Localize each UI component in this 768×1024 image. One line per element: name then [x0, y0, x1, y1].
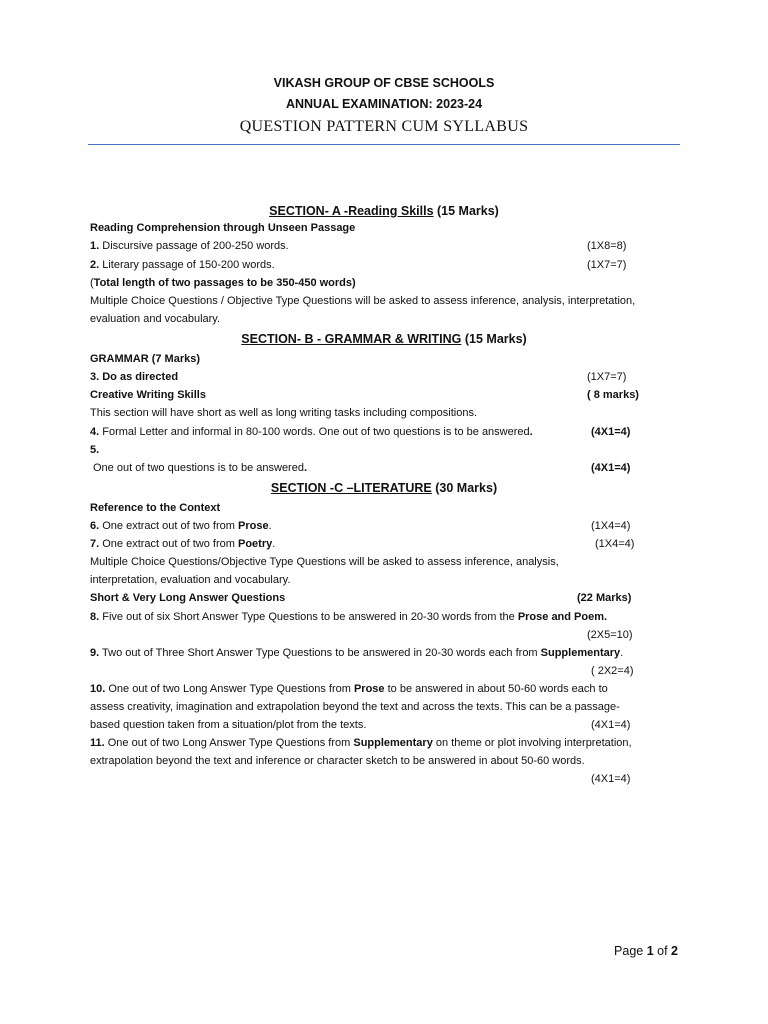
note-text: Total length of two passages to be 350-450 words): [93, 277, 356, 289]
header-rule: [88, 144, 680, 145]
item-number: 2.: [90, 259, 100, 271]
item-11-line2: extrapolation beyond the text and inference or character sketch to be answered in about 50-60 words.: [90, 755, 585, 767]
item-end: .: [272, 538, 276, 550]
item-7-marks: (1X4=4): [595, 538, 635, 550]
item-number: 9.: [90, 647, 100, 659]
item-text: Formal Letter and informal in 80-100 words. One out of two questions is to be answered: [99, 426, 530, 438]
item-3-marks: (1X7=7): [587, 371, 627, 383]
item-5: [93, 462, 307, 474]
section-a-title: [0, 204, 768, 218]
item-bold: Prose: [237, 520, 269, 532]
item-text: One extract out of two from: [102, 520, 238, 532]
item-number: 10.: [90, 683, 106, 695]
section-c-mcq-line2: interpretation, evaluation and vocabulary.: [90, 574, 291, 586]
item-1-marks: (1X8=8): [587, 240, 627, 252]
item-bold: Supplementary: [353, 737, 433, 749]
creative-writing-marks: ( 8 marks): [587, 389, 639, 401]
section-b-description: This section will have short as well as long writing tasks including compositions.: [90, 407, 478, 419]
item-8: [90, 611, 607, 623]
item-number: 8.: [90, 611, 100, 623]
reference-heading: Reference to the Context: [90, 502, 221, 514]
item-number: 4.: [90, 426, 100, 438]
page-label: Page: [614, 944, 647, 958]
item-text: Five out of six Short Answer Type Questions to be answered in 20-30 words from the: [102, 611, 518, 623]
item-1: [90, 240, 289, 252]
section-a-mcq-line1: Multiple Choice Questions / Objective Type Questions will be asked to assess inference, analysis, interpretation,: [90, 295, 636, 307]
item-3: 3. Do as directed: [90, 371, 179, 383]
item-text: One out of two Long Answer Type Questions from: [107, 737, 354, 749]
item-6-marks: (1X4=4): [591, 520, 631, 532]
item-9: [90, 647, 623, 659]
page-of: of: [653, 944, 672, 958]
grammar-heading: GRAMMAR (7 Marks): [90, 353, 201, 365]
item-10-marks: (4X1=4): [591, 719, 631, 731]
section-b-name: SECTION- B - GRAMMAR & WRITING: [241, 332, 462, 346]
item-4: [90, 426, 533, 438]
section-c-marks: (30 Marks): [435, 481, 498, 495]
item-bold: Prose: [353, 683, 385, 695]
item-11: [90, 737, 632, 749]
item-6: [90, 520, 272, 532]
short-answer-marks: (22 Marks): [577, 592, 632, 604]
item-rest: to be answered in about 50-60 words each to: [384, 683, 608, 695]
item-2-marks: (1X7=7): [587, 259, 627, 271]
item-number: 1.: [90, 240, 100, 252]
page-current: 1: [646, 944, 654, 958]
section-a-mcq-line2: evaluation and vocabulary.: [90, 313, 221, 325]
item-rest: on theme or plot involving interpretation,: [432, 737, 632, 749]
section-c-name: SECTION -C –LITERATURE: [270, 481, 432, 495]
section-a-subheading: Reading Comprehension through Unseen Passage: [90, 222, 356, 234]
item-8-marks: (2X5=10): [587, 629, 633, 641]
item-end: .: [620, 647, 624, 659]
section-b-title: [0, 332, 768, 346]
section-c-mcq-line1: Multiple Choice Questions/Objective Type Questions will be asked to assess inference, analysis,: [90, 556, 559, 568]
item-bold: Prose and Poem.: [517, 611, 608, 623]
item-text: One out of two questions is to be answered: [93, 462, 304, 474]
short-answer-heading: Short & Very Long Answer Questions: [90, 592, 286, 604]
item-5-marks: (4X1=4): [591, 462, 631, 474]
exam-title: ANNUAL EXAMINATION: 2023-24: [285, 97, 483, 111]
item-number: 11.: [90, 737, 105, 749]
item-text: One extract out of two from: [102, 538, 238, 550]
passage-length-note: [90, 277, 356, 289]
item-10-line2: assess creativity, imagination and extrapolation beyond the text and across the texts. This can be a passage-: [90, 701, 620, 713]
item-number: 6.: [90, 520, 100, 532]
item-5-number: 5.: [90, 444, 100, 456]
item-text: Two out of Three Short Answer Type Questions to be answered in 20-30 words each from: [102, 647, 541, 659]
item-text: One out of two Long Answer Type Questions from: [108, 683, 354, 695]
item-10-line3: based question taken from a situation/plot from the texts.: [90, 719, 367, 731]
item-bold: Supplementary: [540, 647, 621, 659]
item-end: .: [268, 520, 272, 532]
item-2: [90, 259, 275, 271]
item-11-marks: (4X1=4): [591, 773, 631, 785]
item-10: [90, 683, 608, 695]
item-dot: .: [529, 426, 533, 438]
section-a-name: SECTION- A -Reading Skills: [269, 204, 434, 218]
section-b-marks: (15 Marks): [464, 332, 527, 346]
section-a-marks: (15 Marks): [437, 204, 499, 218]
item-dot: .: [303, 462, 308, 474]
document-title: QUESTION PATTERN CUM SYLLABUS: [239, 118, 529, 135]
item-bold: Poetry: [237, 538, 273, 550]
section-c-title: [0, 481, 768, 495]
item-7: [90, 538, 275, 550]
item-text: Literary passage of 150-200 words.: [102, 259, 275, 271]
item-9-marks: ( 2X2=4): [591, 665, 634, 677]
item-number: 7.: [90, 538, 100, 550]
item-4-marks: (4X1=4): [591, 426, 631, 438]
page-number: [614, 944, 678, 958]
page-total: 2: [671, 944, 678, 958]
school-name: VIKASH GROUP OF CBSE SCHOOLS: [273, 76, 495, 90]
note-open: (: [90, 277, 94, 289]
item-text: Discursive passage of 200-250 words.: [102, 240, 289, 252]
creative-writing-heading: Creative Writing Skills: [90, 389, 206, 401]
